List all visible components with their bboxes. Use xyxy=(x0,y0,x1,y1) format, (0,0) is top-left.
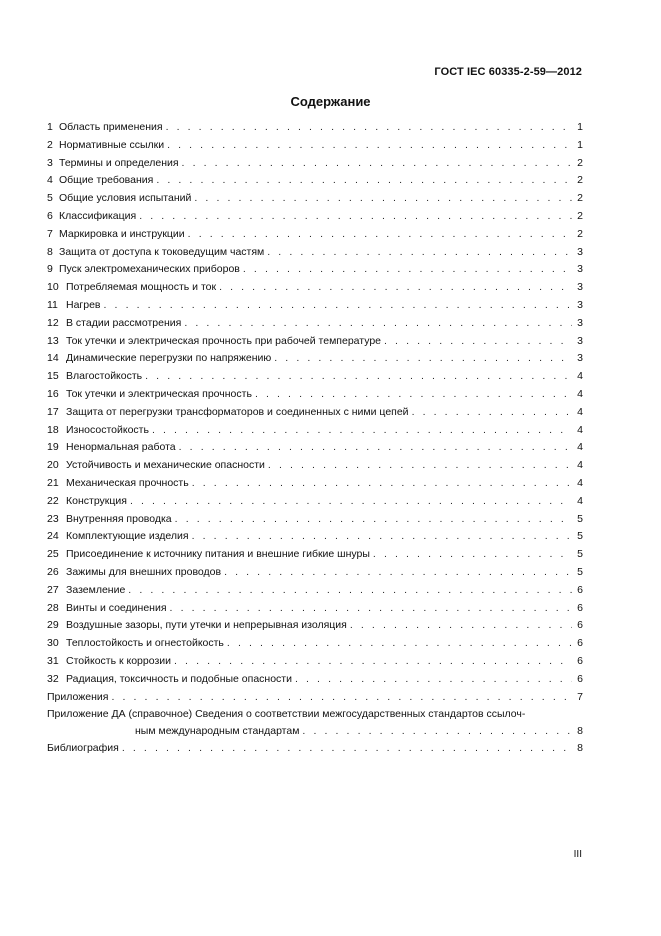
toc-entry-label: Комплектующие изделия xyxy=(66,530,189,543)
toc-entry-page: 4 xyxy=(577,370,583,383)
toc-entry-label: Радиация, токсичность и подобные опасности xyxy=(66,672,292,685)
toc-entry[interactable] xyxy=(47,352,583,370)
toc-entry[interactable] xyxy=(47,406,583,424)
toc-entry-label: Нормативные ссылки xyxy=(59,138,165,151)
toc-entry-page: 8 xyxy=(577,725,583,738)
toc-entry[interactable] xyxy=(47,174,583,192)
toc-entry-label: ным международным стандартам xyxy=(135,725,300,738)
toc-leader-dots xyxy=(192,530,572,543)
toc-entry-page: 3 xyxy=(577,245,583,258)
toc-entry-label: Общие условия испытаний xyxy=(59,192,192,205)
toc-entry-label: Термины и определения xyxy=(59,156,179,169)
toc-entry-number: 26 xyxy=(47,565,59,578)
toc-entry[interactable] xyxy=(47,228,583,246)
toc-leader-dots xyxy=(224,566,572,579)
toc-entry-number: 9 xyxy=(47,263,53,276)
toc-entry-page: 4 xyxy=(577,459,583,472)
toc-entry-annex-da-cont[interactable] xyxy=(47,725,583,742)
toc-entry[interactable] xyxy=(47,477,583,495)
toc-entry-number: 32 xyxy=(47,672,59,685)
toc-entry-appendices[interactable] xyxy=(47,691,583,709)
toc-leader-dots xyxy=(152,424,572,437)
toc-entry-number: 21 xyxy=(47,476,59,489)
toc-entry-number: 17 xyxy=(47,405,59,418)
toc-entry-label: Конструкция xyxy=(66,494,127,507)
toc-leader-dots xyxy=(302,725,572,738)
toc-entry-page: 2 xyxy=(577,227,583,240)
toc-entry-number: 13 xyxy=(47,334,59,347)
toc-entry-number: 29 xyxy=(47,619,59,632)
toc-entry-page: 6 xyxy=(577,619,583,632)
toc-entry-number: 16 xyxy=(47,387,59,400)
toc-entry-number: 4 xyxy=(47,174,53,187)
toc-entry[interactable] xyxy=(47,459,583,477)
toc-leader-dots xyxy=(255,388,572,401)
toc-entry-label: Нагрев xyxy=(66,298,101,311)
toc-entry-label: Потребляемая мощность и ток xyxy=(66,281,217,294)
toc-leader-dots xyxy=(170,602,572,615)
toc-entry-number: 25 xyxy=(47,548,59,561)
toc-entry-label: Общие требования xyxy=(59,174,154,187)
toc-entry[interactable] xyxy=(47,673,583,691)
toc-entry-number: 14 xyxy=(47,352,59,365)
toc-entry-label: Механическая прочность xyxy=(66,476,189,489)
toc-entry-number: 23 xyxy=(47,512,59,525)
toc-entry-page: 7 xyxy=(577,690,583,703)
toc-entry[interactable] xyxy=(47,246,583,264)
toc-entry-page: 5 xyxy=(577,512,583,525)
toc-entry[interactable] xyxy=(47,388,583,406)
toc-leader-dots xyxy=(184,317,572,330)
toc-entry-number: 11 xyxy=(47,298,58,311)
toc-entry-label: Классификация xyxy=(59,209,137,222)
page-number: III xyxy=(573,849,582,860)
toc-entry[interactable] xyxy=(47,655,583,673)
toc-leader-dots xyxy=(104,299,572,312)
toc-leader-dots xyxy=(267,246,572,259)
toc-leader-dots xyxy=(145,370,572,383)
toc-entry-number: 31 xyxy=(47,654,59,667)
toc-entry[interactable] xyxy=(47,619,583,637)
toc-entry[interactable] xyxy=(47,584,583,602)
toc-entry-page: 3 xyxy=(577,316,583,329)
toc-entry-label: Устойчивость и механические опасности xyxy=(66,459,265,472)
toc-leader-dots xyxy=(111,691,572,704)
toc-entry-page: 2 xyxy=(577,156,583,169)
toc-entry[interactable] xyxy=(47,424,583,442)
toc-entry-label: Ненормальная работа xyxy=(66,441,176,454)
toc-entry-page: 2 xyxy=(577,174,583,187)
toc-entry-bibliography[interactable] xyxy=(47,742,583,760)
toc-entry-number: 18 xyxy=(47,423,59,436)
toc-entry[interactable] xyxy=(47,335,583,353)
toc-leader-dots xyxy=(130,495,572,508)
toc-entry-number: 30 xyxy=(47,637,59,650)
toc-entry-number: 20 xyxy=(47,459,59,472)
toc-entry-number: 28 xyxy=(47,601,59,614)
toc-entry[interactable] xyxy=(47,441,583,459)
toc-entry-label: Приложения xyxy=(47,690,109,703)
toc-entry-label: Область применения xyxy=(59,121,163,133)
toc-leader-dots xyxy=(166,121,572,134)
toc-entry[interactable] xyxy=(47,566,583,584)
toc-leader-dots xyxy=(268,459,572,472)
toc-entry-label: Пуск электромеханических приборов xyxy=(59,263,240,276)
toc-entry-number: 24 xyxy=(47,530,59,543)
toc-entry-label: Маркировка и инструкции xyxy=(59,227,185,240)
toc-entry[interactable] xyxy=(47,192,583,210)
toc-leader-dots xyxy=(295,673,572,686)
toc-entry[interactable] xyxy=(47,495,583,513)
toc-leader-dots xyxy=(350,619,572,632)
toc-entry-number: 12 xyxy=(47,316,59,329)
toc-entry-page: 3 xyxy=(577,263,583,276)
toc-entry-label: Ток утечки и электрическая прочность при рабочей температуре xyxy=(66,334,382,347)
toc-leader-dots xyxy=(373,548,572,561)
toc-leader-dots xyxy=(227,637,572,650)
toc-entry-label: Стойкость к коррозии xyxy=(66,654,171,667)
toc-entry-number: 6 xyxy=(47,209,53,222)
toc-entry[interactable] xyxy=(47,157,583,175)
toc-entry[interactable] xyxy=(47,139,583,157)
toc-leader-dots xyxy=(384,335,572,348)
toc-leader-dots xyxy=(219,281,572,294)
toc-entry-label: Воздушные зазоры, пути утечки и непрерывная изоляция xyxy=(66,619,347,632)
toc-entry-label: В стадии рассмотрения xyxy=(66,316,182,329)
toc-entry-page: 6 xyxy=(577,672,583,685)
toc-entry-page: 1 xyxy=(577,138,583,151)
toc-entry-label: Библиография xyxy=(47,742,119,755)
toc-entry-page: 6 xyxy=(577,637,583,650)
toc-entry[interactable] xyxy=(47,548,583,566)
toc-entry-number: 10 xyxy=(47,281,59,294)
toc-entry[interactable] xyxy=(47,299,583,317)
toc-entry-number: 22 xyxy=(47,494,59,507)
toc-entry-label: Зажимы для внешних проводов xyxy=(66,565,222,578)
table-of-contents xyxy=(47,121,583,760)
toc-entry-label: Заземление xyxy=(66,583,126,596)
toc-entry-label: Износостойкость xyxy=(66,423,149,436)
toc-entry-number: 19 xyxy=(47,441,59,454)
toc-entry[interactable] xyxy=(47,637,583,655)
toc-entry-page: 4 xyxy=(577,476,583,489)
toc-entry[interactable] xyxy=(47,530,583,548)
toc-entry-number: 2 xyxy=(47,138,53,151)
toc-entry-label: Винты и соединения xyxy=(66,601,167,614)
toc-entry-page: 4 xyxy=(577,387,583,400)
toc-entry-label: Динамические перегрузки по напряжению xyxy=(66,352,272,365)
toc-leader-dots xyxy=(139,210,572,223)
toc-entry-page: 6 xyxy=(577,601,583,614)
toc-entry-page: 4 xyxy=(577,494,583,507)
toc-entry-page: 2 xyxy=(577,209,583,222)
toc-entry-page: 6 xyxy=(577,654,583,667)
toc-title: Содержание xyxy=(290,94,371,109)
toc-entries xyxy=(47,121,583,691)
toc-entry-number: 15 xyxy=(47,370,59,383)
toc-leader-dots xyxy=(156,174,572,187)
toc-entry-number: 1 xyxy=(47,121,53,133)
toc-leader-dots xyxy=(188,228,572,241)
toc-entry-page: 5 xyxy=(577,548,583,561)
toc-entry[interactable] xyxy=(47,317,583,335)
toc-entry-page: 8 xyxy=(577,742,583,755)
toc-entry[interactable] xyxy=(47,602,583,620)
toc-entry-page: 2 xyxy=(577,192,583,205)
toc-entry-number: 5 xyxy=(47,192,53,205)
toc-leader-dots xyxy=(182,157,572,170)
toc-entry-page: 5 xyxy=(577,565,583,578)
toc-leader-dots xyxy=(179,441,572,454)
toc-entry-label: Присоединение к источнику питания и внешние гибкие шнуры xyxy=(66,548,370,561)
toc-entry-label: Внутренняя проводка xyxy=(66,512,172,525)
toc-entry-page: 3 xyxy=(577,298,583,311)
toc-entry[interactable] xyxy=(47,281,583,299)
toc-entry-number: 7 xyxy=(47,227,53,240)
toc-entry-number: 3 xyxy=(47,156,53,169)
toc-entry-label: Влагостойкость xyxy=(66,370,143,383)
toc-leader-dots xyxy=(192,477,572,490)
toc-entry-label: Теплостойкость и огнестойкость xyxy=(66,637,224,650)
toc-entry-label: Приложение ДА (справочное) Сведения о соответствии межгосударственных стандартов ссылоч- xyxy=(47,708,526,721)
toc-entry[interactable] xyxy=(47,513,583,531)
toc-leader-dots xyxy=(174,655,572,668)
toc-entry[interactable] xyxy=(47,370,583,388)
toc-entry-label: Защита от доступа к токоведущим частям xyxy=(59,245,265,258)
toc-entry[interactable] xyxy=(47,121,583,139)
toc-entry-number: 8 xyxy=(47,245,53,258)
toc-entry-page: 3 xyxy=(577,281,583,294)
toc-entry-page: 4 xyxy=(577,405,583,418)
standard-code: ГОСТ IEC 60335-2-59—2012 xyxy=(434,66,582,78)
toc-entry-page: 4 xyxy=(577,423,583,436)
toc-entry-annex-da[interactable] xyxy=(47,708,583,725)
toc-leader-dots xyxy=(194,192,572,205)
toc-leader-dots xyxy=(243,263,572,276)
toc-leader-dots xyxy=(412,406,572,419)
toc-entry-page: 6 xyxy=(577,583,583,596)
toc-entry-page: 1 xyxy=(577,121,583,133)
toc-entry-page: 3 xyxy=(577,334,583,347)
toc-leader-dots xyxy=(175,513,572,526)
toc-entry-label: Ток утечки и электрическая прочность xyxy=(66,387,252,400)
toc-entry-page: 4 xyxy=(577,441,583,454)
toc-entry[interactable] xyxy=(47,263,583,281)
toc-leader-dots xyxy=(122,742,572,755)
toc-entry-page: 5 xyxy=(577,530,583,543)
toc-entry-label: Защита от перегрузки трансформаторов и соединенных с ними цепей xyxy=(66,405,409,418)
toc-entry-page: 3 xyxy=(577,352,583,365)
toc-entry-number: 27 xyxy=(47,583,59,596)
toc-leader-dots xyxy=(167,139,572,152)
toc-leader-dots xyxy=(274,352,572,365)
toc-entry[interactable] xyxy=(47,210,583,228)
toc-leader-dots xyxy=(128,584,572,597)
